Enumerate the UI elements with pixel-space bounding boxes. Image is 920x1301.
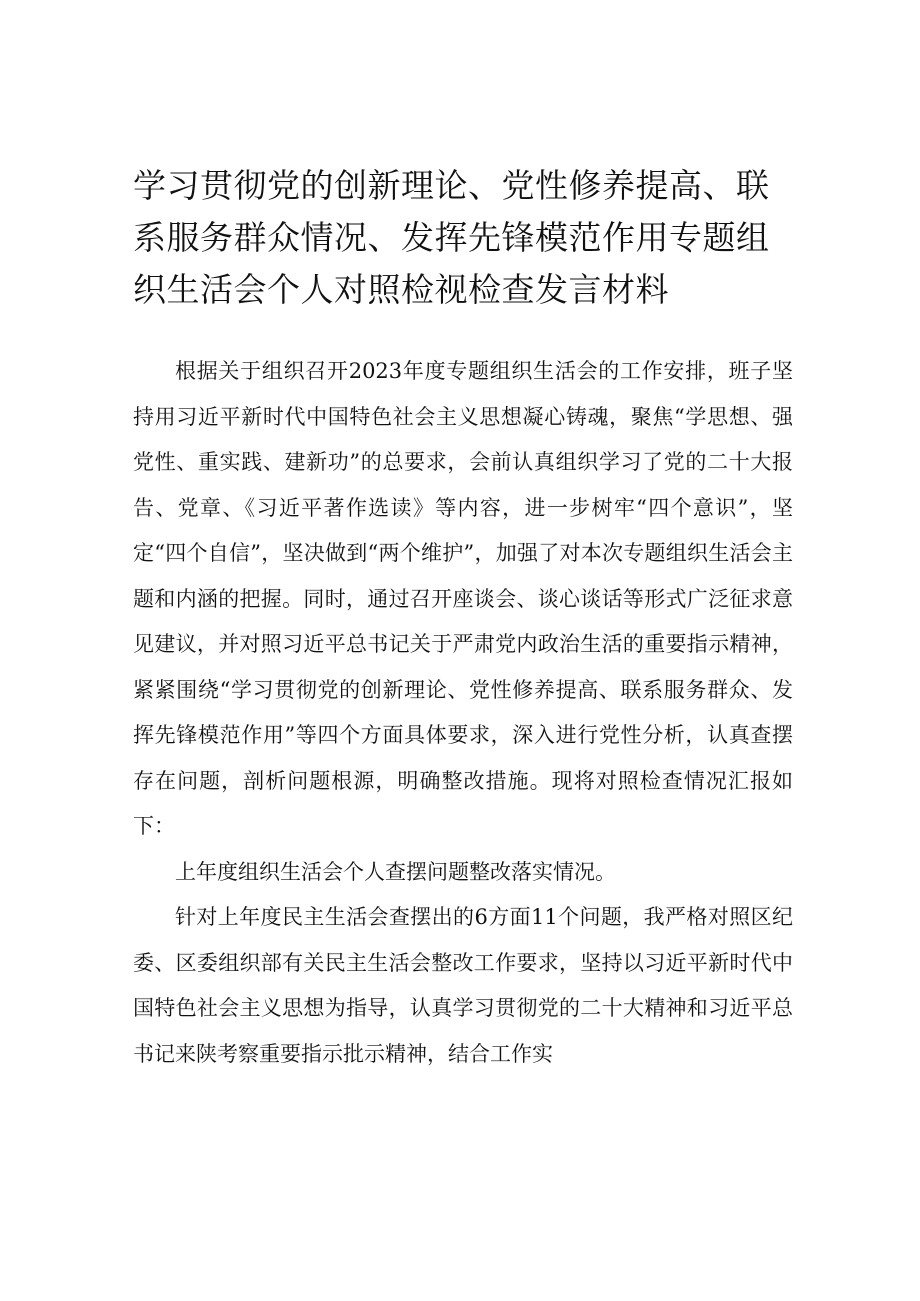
document-title: 学习贯彻党的创新理论、党性修养提高、联系服务群众情况、发挥先锋模范作用专题组织生活会个人对照检视检查发言材料: [133, 166, 770, 309]
paragraph-rectification: 针对上年度民主生活会查摆出的6方面11个问题，我严格对照区纪委、区委组织部有关民主生活会整改工作要求，坚持以习近平新时代中国特色社会主义思想为指导，认真学习贯彻党的二十大精神和习近平总书记来陕考察重要指示批示精神，结合工作实: [133, 905, 793, 1066]
paragraph-intro: 根据关于组织召开2023年度专题组织生活会的工作安排，班子坚持用习近平新时代中国特色社会主义思想凝心铸魂，聚焦“学思想、强党性、重实践、建新功”的总要求，会前认真组织学习了党的二十大报告、党章、《习近平著作选读》等内容，进一步树牢“四个意识”，坚定“四个自信”，坚决做到“两个维护”，加强了对本次专题组织生活会主题和内涵的把握。同时，通过召开座谈会、谈心谈话等形式广泛征求意见建议，并对照习近平总书记关于严肃党内政治生活的重要指示精神，紧紧围绕“学习贯彻党的创新理论、党性修养提高、联系服务群众、发挥先锋模范作用”等四个方面具体要求，深入进行党性分析，认真查摆存在问题，剖析问题根源，明确整改措施。现将对照检查情况汇报如下：: [133, 359, 793, 838]
paragraph-section-heading: 上年度组织生活会个人查摆问题整改落实情况。: [175, 859, 616, 884]
document-body: [133, 349, 793, 1077]
